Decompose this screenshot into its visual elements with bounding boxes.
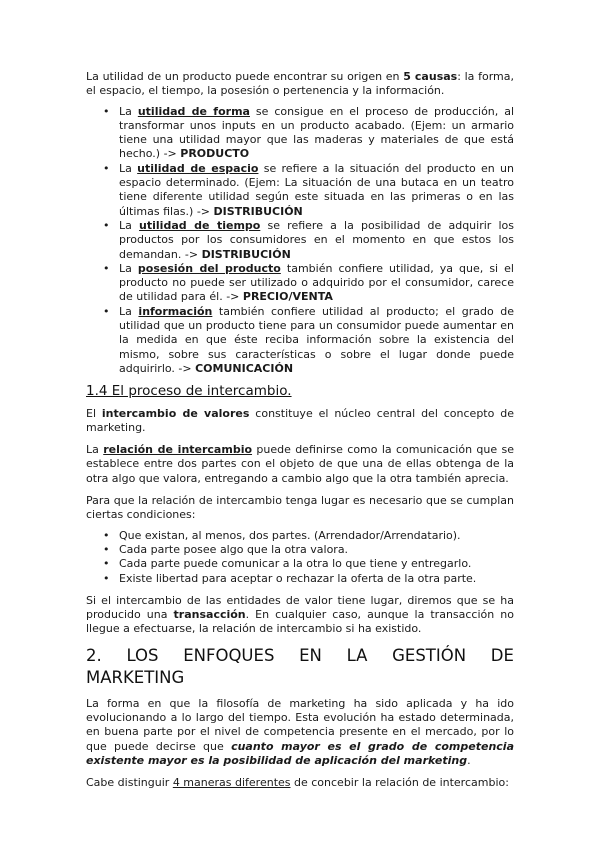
- intro-bold: 5 causas: [403, 70, 458, 83]
- p4-post: . En cualquier caso, aunque la transacción no llegue a efectuarse, la relación de intercambio si ha existido.: [86, 608, 514, 636]
- p5-emphasis: cuanto mayor es el grado de competencia existente mayor es la posibilidad de aplicación del marketing: [86, 739, 514, 767]
- list-item: [86, 219, 514, 262]
- item-term: utilidad de espacio: [137, 161, 259, 175]
- item-text: se consigue en el proceso de producción, al transformar unos inputs en un producto acabado. (Ejem: un armario tiene una utilidad mayor que las maderas y materiales de que está hecho.) ->: [119, 104, 515, 161]
- causes-list: [86, 105, 514, 377]
- list-item: [86, 105, 514, 162]
- item-text: también confiere utilidad al producto; el grado de utilidad que un producto tiene para un consumidor puede aumentar en la medida en que éste reciba información sobre la existencia del mismo, sobre sus características o sobre el lugar donde puede adquirirlo. ->: [119, 304, 514, 375]
- condition-text: Que existan, al menos, dos partes. (Arrendador/Arrendatario).: [119, 528, 461, 542]
- p5-post: .: [467, 753, 471, 767]
- item-prefix: La: [119, 218, 140, 232]
- p2-post: puede definirse como la comunicación que se establece entre dos partes con el objeto de que una de ellas obtenga de la otra algo que valora, entregando a cambio algo que la otra también aprecia.: [86, 443, 514, 485]
- bullet-icon: •: [103, 528, 110, 542]
- item-prefix: La: [119, 304, 139, 318]
- bullet-icon: •: [103, 542, 110, 556]
- heading-word: 2.: [86, 645, 102, 665]
- bullet-icon: •: [103, 104, 110, 118]
- paragraph-relacion: [86, 443, 514, 486]
- p6-pre: Cabe distinguir: [86, 776, 173, 790]
- p5-pre: La forma en que la filosofía de marketing ha sido aplicada y ha ido evolucionando a lo largo del tiempo. Esta evolución ha estado determinada, en buena parte por el nivel de competencia presente en el mercado, por lo que puede decirse que: [86, 696, 514, 753]
- p1-bold: intercambio de valores: [101, 406, 250, 420]
- paragraph-enfoques: [86, 697, 514, 768]
- heading-word: ENFOQUES: [183, 645, 275, 665]
- item-tag: COMUNICACIÓN: [195, 361, 294, 375]
- condition-text: Cada parte posee algo que la otra valora.: [119, 542, 349, 556]
- p4-bold: transacción: [173, 608, 246, 622]
- heading-line-1: [86, 645, 514, 667]
- bullet-icon: •: [103, 304, 110, 318]
- condition-text: Existe libertad para aceptar o rechazar la oferta de la otra parte.: [119, 571, 477, 585]
- item-tag: PRODUCTO: [180, 147, 250, 161]
- heading-word: LA: [346, 645, 368, 665]
- list-item: [86, 162, 514, 219]
- heading-word: DE: [490, 645, 514, 665]
- item-term: posesión del producto: [137, 261, 281, 275]
- item-prefix: La: [119, 104, 138, 118]
- document-page: [86, 70, 514, 798]
- heading-line-2: MARKETING: [86, 667, 185, 687]
- item-text: se refiere a la posibilidad de adquirir los productos por los consumidores en el momento en que estos los demandan. ->: [119, 218, 514, 261]
- p6-term: 4 maneras diferentes: [172, 776, 291, 790]
- item-tag: DISTRIBUCIÓN: [213, 204, 303, 218]
- item-tag: PRECIO/VENTA: [242, 290, 333, 304]
- paragraph-condiciones: Para que la relación de intercambio tenga lugar es necesario que se cumplan ciertas condiciones:: [86, 494, 514, 522]
- bullet-icon: •: [103, 557, 110, 571]
- condition-text: Cada parte puede comunicar a la otra lo que tiene y entregarlo.: [119, 557, 472, 571]
- item-text: también confiere utilidad, ya que, si el producto no puede ser utilizado o adquirido por el consumidor, carece de utilidad para él. ->: [119, 261, 514, 304]
- bullet-icon: •: [103, 218, 110, 232]
- paragraph-maneras: [86, 776, 514, 790]
- paragraph-intercambio: [86, 407, 514, 436]
- heading-word: GESTIÓN: [392, 645, 467, 665]
- bullet-icon: •: [103, 261, 110, 275]
- paragraph-transaccion: [86, 594, 514, 637]
- conditions-list: [86, 529, 514, 586]
- intro-paragraph: [86, 70, 514, 99]
- intro-text-end: : la forma, el espacio, el tiempo, la posesión o pertenencia y la información.: [86, 70, 514, 98]
- item-term: información: [138, 304, 213, 318]
- bullet-icon: •: [103, 571, 110, 585]
- bullet-icon: •: [103, 161, 110, 175]
- list-item: [86, 543, 514, 557]
- heading-word: EN: [299, 645, 322, 665]
- p1-pre: El: [86, 406, 102, 420]
- item-tag: DISTRIBUCIÓN: [201, 247, 291, 261]
- list-item: [86, 305, 514, 376]
- item-term: utilidad de forma: [137, 104, 250, 118]
- section-heading-1-4: 1.4 El proceso de intercambio.: [86, 383, 292, 400]
- p6-post: de concebir la relación de intercambio:: [290, 776, 509, 790]
- list-item: [86, 529, 514, 543]
- list-item: [86, 572, 514, 586]
- intro-text: La utilidad de un producto puede encontrar su origen en: [86, 70, 404, 83]
- item-term: utilidad de tiempo: [139, 218, 261, 232]
- p2-term: relación de intercambio: [103, 443, 253, 457]
- p2-pre: La: [86, 443, 104, 457]
- item-prefix: La: [119, 261, 138, 275]
- heading-word: LOS: [126, 645, 159, 665]
- item-text: se refiere a la situación del producto en un espacio determinado. (Ejem: La situación de una butaca en un teatro tiene diferente utilidad según este situada en las primeras o en las últimas filas.) ->: [119, 161, 514, 218]
- list-item: [86, 557, 514, 571]
- item-prefix: La: [119, 161, 138, 175]
- p1-post: constituye el núcleo central del concepto de marketing.: [86, 406, 514, 434]
- list-item: [86, 262, 514, 305]
- p4-pre: Si el intercambio de las entidades de valor tiene lugar, diremos que se ha producido una: [86, 593, 514, 622]
- section-heading-2: [86, 645, 514, 689]
